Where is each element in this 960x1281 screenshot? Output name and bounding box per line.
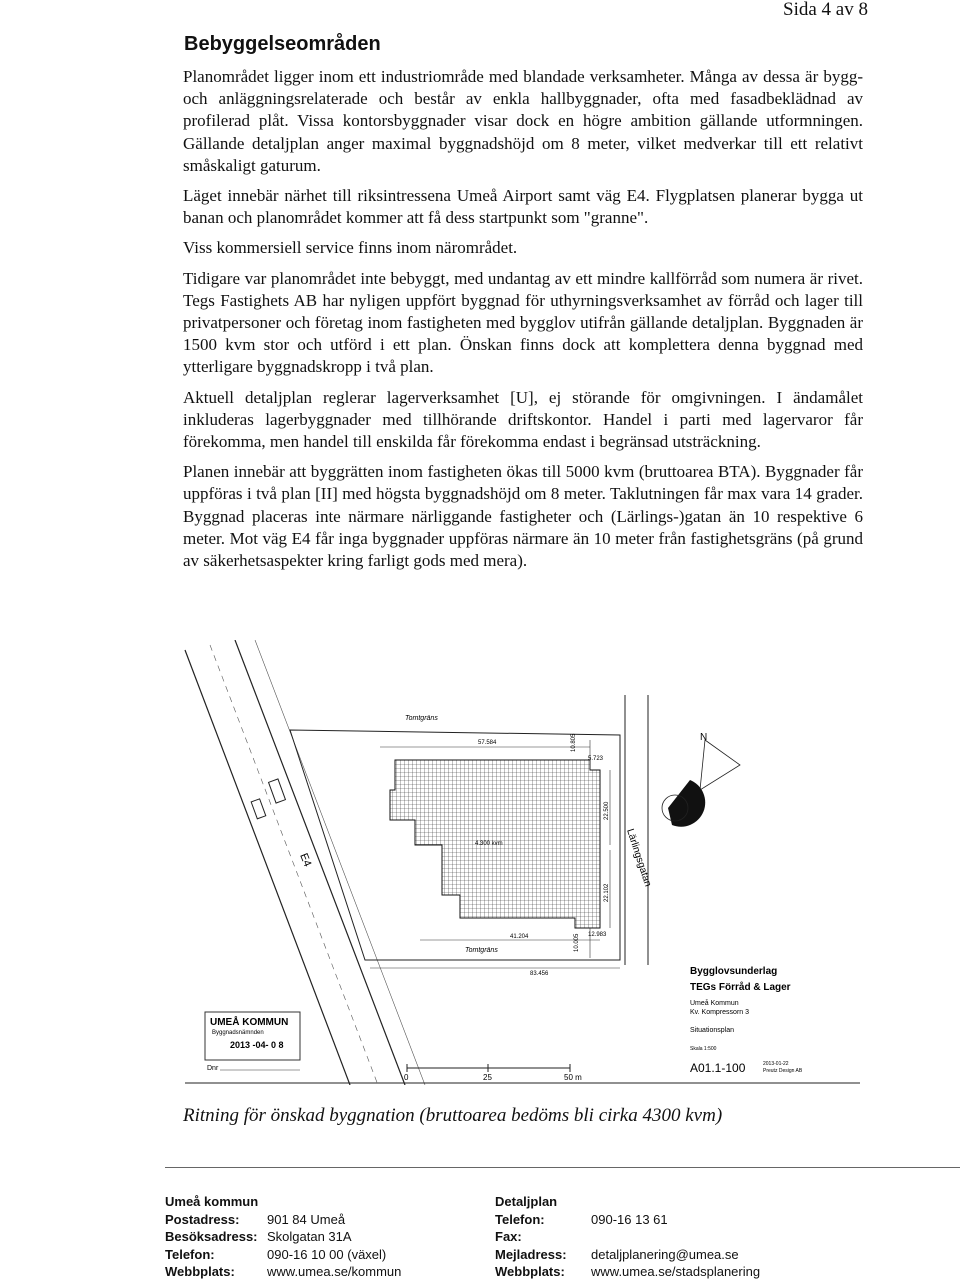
footer-value: 901 84 Umeå: [267, 1211, 346, 1227]
dim-vertical-bottom: 10.005: [574, 933, 580, 952]
footer-right-title: Detaljplan: [495, 1194, 558, 1209]
titleblock-scale: Skala 1:500: [690, 1046, 717, 1052]
titleblock-author: Preutz Design AB: [763, 1068, 803, 1074]
titleblock-drawing-no: A01.1-100: [690, 1061, 746, 1075]
titleblock-doc-type: Bygglovsunderlag: [690, 966, 778, 977]
street-label: Lärlingsgatan: [624, 827, 654, 889]
titleblock-property: Kv. Kompressorn 3: [690, 1009, 750, 1016]
paragraph: Planen innebär att byggrätten inom fastigheten ökas till 5000 kvm (bruttoarea BTA). Byggnader får uppföras i två plan [II] med högsta byggnadshöjd om 8 meter. Taklutningen får max vara 14 grader. Byggnad placeras inte närmare närliggande fastigheter och (Lärlings-)gatan än 10 respektive 6 meter. Mot väg E4 får inga byggnader uppföras närmare än 10 meter från fastighetsgräns (på grund av säkerhetsaspekter kring farligt gods med mera).: [183, 462, 863, 571]
footer-left-title: Umeå kommun: [165, 1194, 259, 1209]
boundary-label-bottom: Tomtgräns: [465, 947, 498, 954]
dim-lot-bottom: 83.456: [530, 971, 549, 977]
scale-mid: 25: [483, 1073, 492, 1082]
footer-link[interactable]: www.umea.se/kommun: [267, 1264, 402, 1279]
titleblock-project: TEGs Förråd & Lager: [690, 982, 791, 993]
paragraph: Läget innebär närhet till riksintressena Umeå Airport samt väg E4. Flygplatsen planerar bygga ut banan och planområdet kommer att få dess startpunkt som "granne".: [183, 186, 863, 228]
titleblock-sheet-title: Situationsplan: [690, 1027, 734, 1034]
north-arrow-icon: [662, 732, 740, 827]
road-label: E4: [297, 851, 314, 869]
vehicle-icon: [251, 779, 285, 819]
dim-top-right: 5.723: [588, 756, 604, 762]
area-label: 4.300 kvm: [475, 841, 503, 847]
stamp-org: UMEÅ KOMMUN: [210, 1017, 289, 1028]
site-plan-drawing: [180, 640, 860, 1085]
dim-right-lower: 22.102: [604, 883, 610, 902]
footer-label: Fax:: [495, 1229, 522, 1244]
paragraph: Aktuell detaljplan reglerar lagerverksamhet [U], ej störande för omgivningen. I ändamålet inkluderas lagerbyggnader med tillhörande driftskontor. Handel i parti med lagervaror får förekomma, men handel till enskilda får förekomma endast i begränsad utsträckning.: [183, 387, 863, 452]
scale-end: 50 m: [564, 1073, 582, 1082]
dim-vertical-top: 10.805: [571, 733, 577, 752]
stamp-dnr: Dnr: [207, 1065, 219, 1072]
titleblock-client: Umeå Kommun: [690, 1000, 739, 1007]
stamp-dept: Byggnadsnämnden: [212, 1030, 264, 1036]
footer-label: Postadress:: [165, 1211, 240, 1227]
footer-divider: [165, 1167, 960, 1168]
north-label: N: [700, 732, 708, 743]
body-text: [183, 66, 863, 580]
page-number: Sida 4 av 8: [783, 0, 868, 20]
dim-bottom-right: 12.983: [588, 932, 607, 938]
titleblock-date: 2013-01-22: [763, 1061, 789, 1067]
footer-value: Skolgatan 31A: [267, 1229, 352, 1244]
footer-label: Webbplats:: [165, 1264, 235, 1279]
footer-value: 090-16 13 61: [591, 1211, 668, 1227]
footer-left: [165, 1193, 401, 1281]
figure-caption: Ritning för önskad byggnation (bruttoarea bedöms bli cirka 4300 kvm): [183, 1105, 723, 1126]
footer-label: Telefon:: [165, 1246, 215, 1262]
footer-label: Besöksadress:: [165, 1229, 258, 1244]
title-block: [690, 966, 803, 1075]
approval-stamp: [205, 1012, 300, 1072]
paragraph: Planområdet ligger inom ett industriområde med blandade verksamheter. Många av dessa är bygg- och anläggningsrelaterade och består av enkla hallbyggnader, ofta med fasadbeklädnad av profilerad plåt. Vissa kontorsbyggnader visar dock en högre ambition gällande utformningen. Gällande detaljplan anger maximal byggnadshöjd om 8 meter, vilket medverkar till ett relativt småskaligt gaturum.: [183, 67, 863, 175]
scale-bar: [404, 1064, 582, 1082]
footer-email[interactable]: detaljplanering@umea.se: [591, 1246, 739, 1262]
footer-link[interactable]: www.umea.se/stadsplanering: [591, 1264, 761, 1279]
paragraph: Viss kommersiell service finns inom närområdet.: [183, 238, 518, 258]
boundary-label-top: Tomtgräns: [405, 715, 438, 722]
scale-zero: 0: [404, 1073, 409, 1082]
footer-right: [495, 1193, 760, 1281]
dim-top: 57.584: [478, 740, 497, 746]
stamp-date: 2013 -04- 0 8: [230, 1040, 284, 1050]
paragraph: Tidigare var planområdet inte bebyggt, med undantag av ett mindre kallförråd som numera är rivet. Tegs Fastighets AB har nyligen uppfört byggnad för uthyrningsverksamhet av förråd och lager till privatpersoner och företag inom fastigheten med bygglov utifrån gällande detaljplan. Byggnaden är 1500 kvm stor och utförd i ett plan. Önskan finns dock att komplettera denna byggnad med ytterligare byggnadskropp i två plan.: [183, 268, 863, 377]
footer-label: Webbplats:: [495, 1264, 565, 1279]
section-heading: Bebyggelseområden: [184, 33, 381, 55]
footer-label: Telefon:: [495, 1211, 545, 1227]
dim-right-upper: 22.500: [604, 801, 610, 820]
footer-label: Mejladress:: [495, 1246, 567, 1262]
footer-value: 090-16 10 00 (växel): [267, 1246, 387, 1262]
dim-bottom: 41.204: [510, 934, 529, 940]
